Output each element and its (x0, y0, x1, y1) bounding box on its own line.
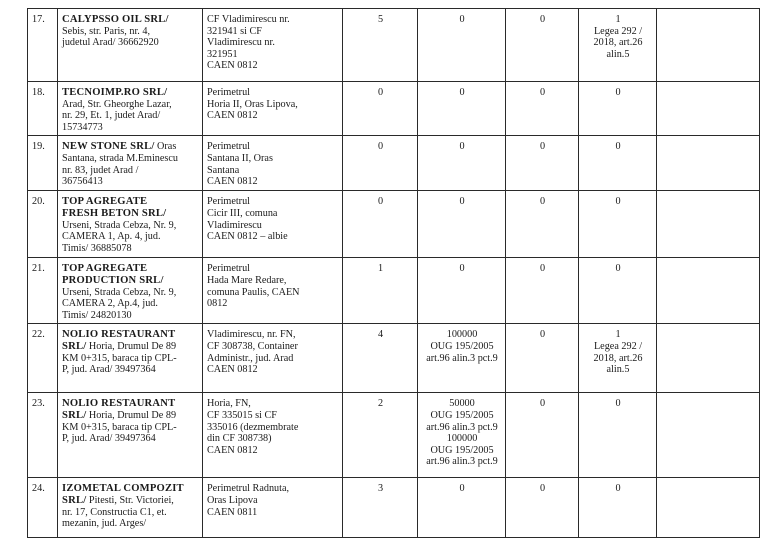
table-row (28, 478, 760, 538)
company-cell (58, 258, 203, 324)
value-col4: 0 (418, 136, 506, 191)
row-number: 19. (28, 136, 58, 191)
company-cell (58, 393, 203, 478)
value-col6: 0 (579, 136, 657, 191)
location-cell: Perimetrul Radnuta, Oras Lipova CAEN 0811 (203, 478, 343, 538)
value-col4: 100000 OUG 195/2005 art.96 alin.3 pct.9 (418, 324, 506, 393)
value-col3: 1 (343, 258, 418, 324)
value-col5: 0 (506, 478, 579, 538)
value-col5: 0 (506, 393, 579, 478)
empty-cell (657, 478, 760, 538)
company-name: TECNOIMP.RO SRL/ (62, 87, 168, 98)
row-number: 24. (28, 478, 58, 538)
row-number: 23. (28, 393, 58, 478)
location-cell: CF Vladimirescu nr. 321941 si CF Vladimirescu nr. 321951 CAEN 0812 (203, 9, 343, 82)
row-number: 17. (28, 9, 58, 82)
value-col3: 5 (343, 9, 418, 82)
row-number: 22. (28, 324, 58, 393)
location-cell: Perimetrul Horia II, Oras Lipova, CAEN 0812 (203, 82, 343, 136)
company-address: Oras Santana, strada M.Eminescu nr. 83, judet Arad / 36756413 (62, 141, 178, 188)
table-body (28, 9, 760, 538)
value-col6: 0 (579, 82, 657, 136)
value-col4: 0 (418, 258, 506, 324)
row-number: 21. (28, 258, 58, 324)
company-address: Urseni, Strada Cebza, Nr. 9, CAMERA 1, Ap. 4, jud. Timis/ 36885078 (62, 219, 177, 254)
location-cell: Vladimirescu, nr. FN, CF 308738, Container Administr., jud. Arad CAEN 0812 (203, 324, 343, 393)
row-number: 20. (28, 191, 58, 258)
location-cell: Perimetrul Cicir III, comuna Vladimirescu CAEN 0812 – albie (203, 191, 343, 258)
empty-cell (657, 324, 760, 393)
location-cell: Perimetrul Santana II, Oras Santana CAEN 0812 (203, 136, 343, 191)
value-col3: 0 (343, 82, 418, 136)
company-cell (58, 136, 203, 191)
company-name: TOP AGREGATE PRODUCTION SRL/ (62, 263, 164, 286)
empty-cell (657, 393, 760, 478)
company-name: CALYPSSO OIL SRL/ (62, 14, 169, 25)
value-col4: 50000 OUG 195/2005 art.96 alin.3 pct.9 100000 OUG 195/2005 art.96 alin.3 pct.9 (418, 393, 506, 478)
company-cell (58, 82, 203, 136)
empty-cell (657, 82, 760, 136)
empty-cell (657, 136, 760, 191)
value-col6: 1 Legea 292 / 2018, art.26 alin.5 (579, 9, 657, 82)
value-col5: 0 (506, 82, 579, 136)
value-col4: 0 (418, 82, 506, 136)
company-address: Urseni, Strada Cebza, Nr. 9, CAMERA 2, Ap.4, jud. Timis/ 24820130 (62, 286, 177, 321)
value-col6: 1 Legea 292 / 2018, art.26 alin.5 (579, 324, 657, 393)
company-name: NEW STONE SRL/ (62, 141, 155, 153)
empty-cell (657, 191, 760, 258)
value-col3: 4 (343, 324, 418, 393)
inspection-table (27, 8, 760, 538)
empty-cell (657, 258, 760, 324)
table-row (28, 393, 760, 478)
table-row (28, 9, 760, 82)
value-col5: 0 (506, 9, 579, 82)
company-address: Horia, Drumul De 89 KM 0+315, baraca tip CPL- P, jud. Arad/ 39497364 (62, 409, 177, 445)
table-row (28, 191, 760, 258)
row-number: 18. (28, 82, 58, 136)
company-address: Sebis, str. Paris, nr. 4, judetul Arad/ 36662920 (62, 25, 159, 49)
value-col6: 0 (579, 191, 657, 258)
value-col6: 0 (579, 258, 657, 324)
company-name: IZOMETAL COMPOZIT SRL/ (62, 483, 184, 506)
value-col4: 0 (418, 191, 506, 258)
value-col4: 0 (418, 9, 506, 82)
value-col3: 0 (343, 191, 418, 258)
company-address: Horia, Drumul De 89 KM 0+315, baraca tip CPL- P, jud. Arad/ 39497364 (62, 340, 177, 376)
company-address: Pitesti, Str. Victoriei, nr. 17, Constructia C1, et. mezanin, jud. Arges/ (62, 494, 174, 530)
table-row (28, 136, 760, 191)
company-cell (58, 191, 203, 258)
value-col3: 2 (343, 393, 418, 478)
value-col5: 0 (506, 324, 579, 393)
company-cell (58, 9, 203, 82)
company-cell (58, 478, 203, 538)
company-name: NOLIO RESTAURANT SRL/ (62, 329, 176, 352)
company-name: TOP AGREGATE FRESH BETON SRL/ (62, 196, 167, 219)
value-col5: 0 (506, 136, 579, 191)
location-cell: Horia, FN, CF 335015 si CF 335016 (dezmembrate din CF 308738) CAEN 0812 (203, 393, 343, 478)
value-col3: 3 (343, 478, 418, 538)
value-col4: 0 (418, 478, 506, 538)
company-name: NOLIO RESTAURANT SRL/ (62, 398, 176, 421)
company-address: Arad, Str. Gheorghe Lazar, nr. 29, Et. 1, judet Arad/ 15734773 (62, 98, 172, 133)
location-cell: Perimetrul Hada Mare Redare, comuna Paulis, CAEN 0812 (203, 258, 343, 324)
company-cell (58, 324, 203, 393)
table-row (28, 82, 760, 136)
value-col3: 0 (343, 136, 418, 191)
value-col5: 0 (506, 191, 579, 258)
value-col6: 0 (579, 393, 657, 478)
table-row (28, 258, 760, 324)
empty-cell (657, 9, 760, 82)
table-row (28, 324, 760, 393)
value-col6: 0 (579, 478, 657, 538)
value-col5: 0 (506, 258, 579, 324)
